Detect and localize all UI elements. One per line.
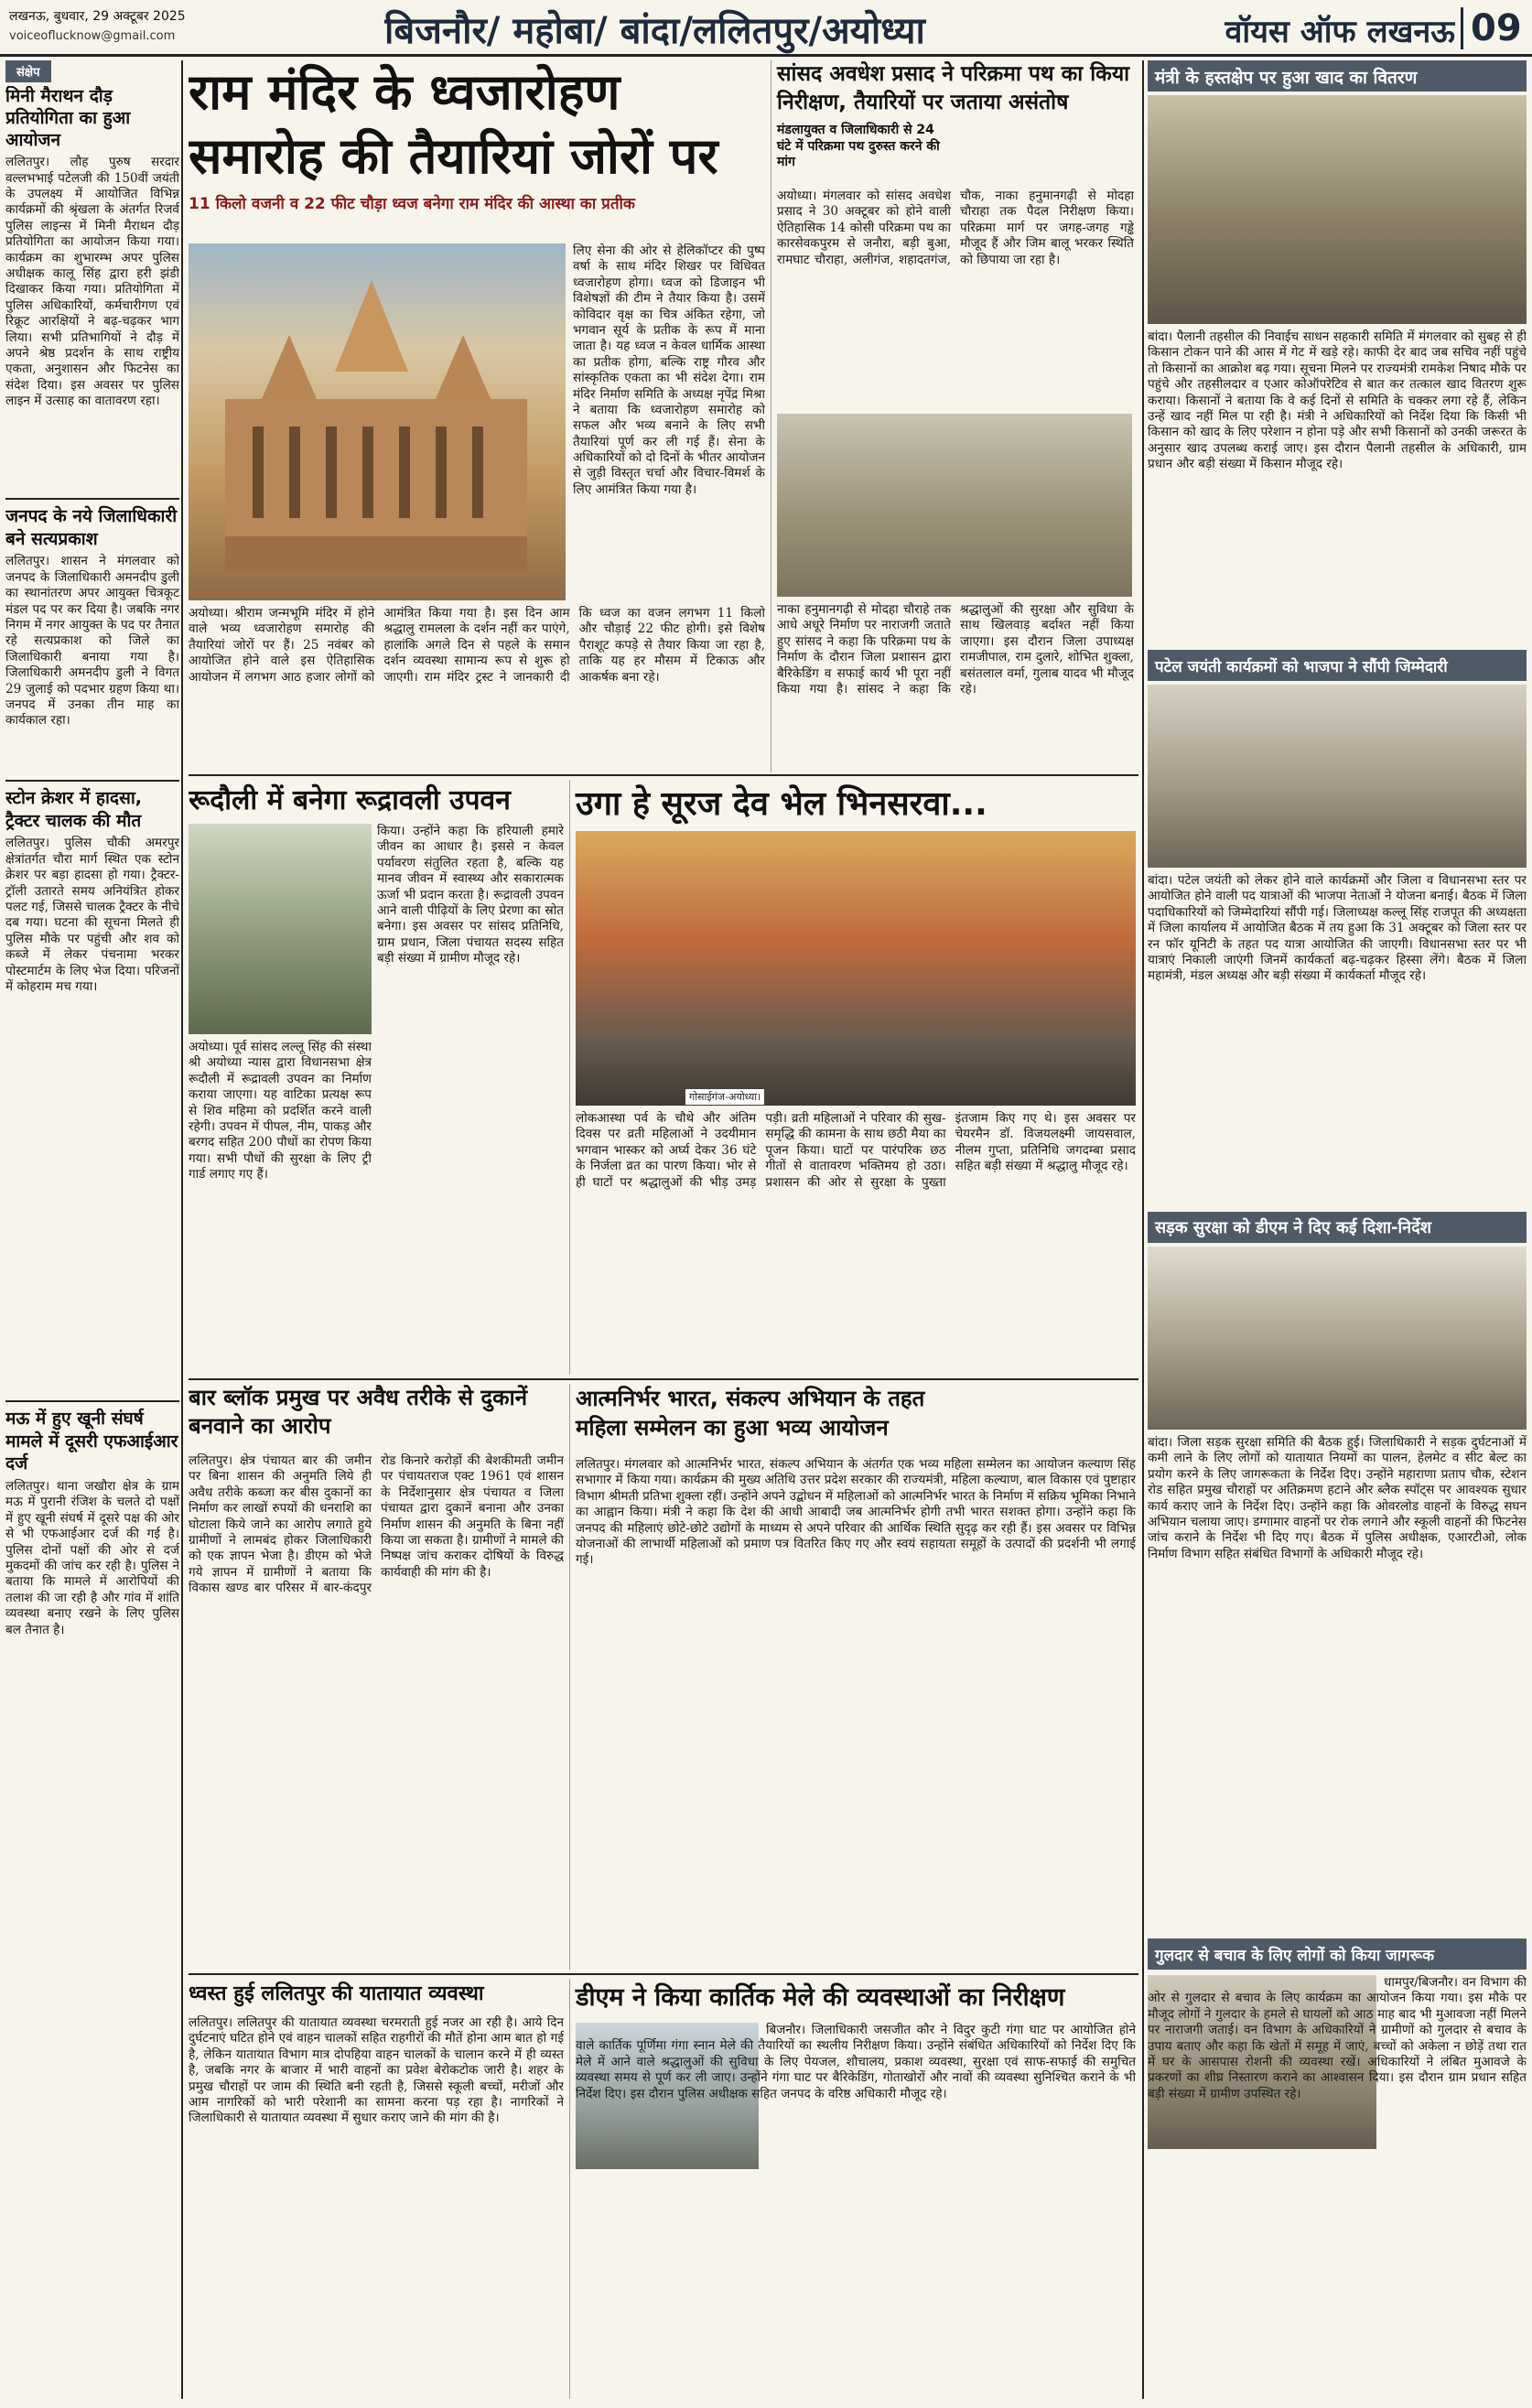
ruddhauli-photo (189, 824, 372, 1034)
ruddhauli-body-right: किया। उन्होंने कहा कि हरियाली हमारे जीवन का आधार है। इससे न केवल पर्यावरण संतुलित रहता है, बल्कि यह मानव जीवन में स्वास्थ्य और सकारात्मक ऊर्जा भी प्रदान करता है। रूद्रावली उपवन आने वाली पीढ़ियों के लिए प्रेरणा का स्रोत बनेगा। इस अवसर पर सांसद प्रतिनिधि, ग्राम प्रधान, जिला पंचायत सदस्य सहित बड़ी संख्या में ग्रामीण मौजूद रहे। (377, 824, 564, 966)
khad-photo (1148, 95, 1527, 324)
sansad-story (771, 60, 1137, 772)
gulder-headline: गुलदार से बचाव के लिए लोगों को किया जागरूक (1155, 1947, 1434, 1965)
lead-headline (189, 60, 765, 189)
lead-body-right: लिए सेना की ओर से हेलिकॉप्टर की पुष्प वर्षा के साथ मंदिर शिखर पर विधिवत ध्वजारोहण होगा। ध्वज को डिजाइन भी विशेषज्ञों की टीम ने तैयार किया है। उसमें कोविदार वृक्ष का चित्र अंकित रहेगा, जो भगवान सूर्य के प्रतीक के रूप में माना जाता है। यह ध्वज न केवल धार्मिक आस्था का प्रतीक होगा, बल्कि राष्ट्र गौरव और सांस्कृतिक एकता का भी संदेश देगा। राम मंदिर निर्माण समिति के अध्यक्ष नृपेंद्र मिश्रा ने बताया कि ध्वजारोहण समारोह को सफल और भव्य बनाने के लिए सभी तैयारियां पूर्ण कर ली गई हैं। सेना के अधिकारियों को दो दिनों के भीतर आयोजन से जुड़ी विस्तृत चर्चा और विचार-विमर्श के लिए आमंत्रित किया गया है। (573, 243, 765, 497)
block-pramukh-story (189, 1384, 564, 1970)
section-rule (189, 774, 1138, 776)
masthead (0, 0, 1532, 57)
sansad-body-top: अयोध्या। मंगलवार को सांसद अवधेश प्रसाद ने 30 अक्टूबर को होने वाली ऐतिहासिक 14 कोसी परिक्रमा पथ का कारसेवकपुरम से जनौरा, बड़ी बुआ, रामघाट चौराहा, अलीगंज, शहादतगंज, चौक, नाका हनुमानगढ़ी से मोदहा चौराहा तक पैदल निरीक्षण किया। परिक्रमा मार्ग पर जगह-जगह गड्ढे मौजूद हैं और जिम बालू भरकर स्थिति को छिपाया जा रहा है। (777, 189, 1134, 267)
patel-headline-bar (1148, 650, 1527, 681)
gulder-story (1148, 1938, 1527, 2399)
brief-title: जनपद के नये जिलाधिकारी बने सत्यप्रकाश (5, 506, 178, 549)
gulder-body: धामपुर/बिजनौर। वन विभाग की ओर से गुलदार से बचाव के लिए कार्यक्रम का आयोजन किया गया। इस मौके पर मौजूद लोगों ने गुलदार के हमले से घायलों को आठ माह बाद भी मुआवजा नहीं मिलने पर नाराजगी जताई। वन विभाग के अधिकारियों ने ग्रामीणों को गुलदार से बचाव के उपाय बताए और कहा कि खेतों में समूह में जाएं, बच्चों को अकेला न छोड़ें तथा रात में घर के आसपास रोशनी की व्यवस्था रखें। अधिकारियों ने लंबित मुआवजे के प्रकरणों का शीघ्र निस्तारण कराने का आश्वासन दिया। इस दौरान ग्राम प्रधान सहित बड़ी संख्या में ग्रामीण उपस्थित रहे। (1148, 1975, 1527, 2101)
lead-headline-line: राम मंदिर के ध्वजारोहण (189, 63, 620, 121)
ruddhauli-story (189, 780, 564, 1375)
sansad-headline (777, 60, 1137, 117)
brief-body: ललितपुर। पुलिस चौकी अमरपुर क्षेत्रांतर्गत चौरा मार्ग स्थित एक स्टोन क्रेशर पर बड़ा हादसा हो गया। ट्रैक्टर-ट्रॉली उतारते समय अनियंत्रित होकर पलट गई, जिससे चालक ट्रैक्टर के नीचे दब गया। घटना की सूचना मिलते ही पुलिस मौके पर पहुंची और शव को कब्जे में लेकर पंचनामा भरकर पोस्टमार्टम के लिए भेज दिया। परिजनों में कोहराम मच गया। (5, 836, 179, 994)
mahila-story (569, 1384, 1138, 1970)
sansad-headline-line: निरीक्षण, तैयारियों पर जताया असंतोष (777, 91, 1069, 115)
chhath-body: लोकआस्था पर्व के चौथे और अंतिम दिवस पर व्रती महिलाओं ने उदयीमान भगवान भास्कर को अर्घ्य देकर 36 घंटे के निर्जला व्रत का पारण किया। भोर से ही घाटों पर श्रद्धालुओं की भीड़ उमड़ पड़ी। व्रती महिलाओं ने परिवार की सुख-समृद्धि की कामना के साथ छठी मैया का पूजन किया। घाटों पर पारंपरिक छठ गीतों से वातावरण भक्तिमय हो उठा। प्रशासन की ओर से सुरक्षा के पुख्ता इंतजाम किए गए थे। इस अवसर पर चेयरमैन डॉ. विजयलक्ष्मी जायसवाल, नीलम गुप्ता, प्रतिनिधि जगदम्बा प्रसाद सहित बड़ी संख्या में श्रद्धालु मौजूद रहे। (576, 1111, 1136, 1190)
block-pramukh-headline: बार ब्लॉक प्रमुख पर अवैध तरीके से दुकानें बनवाने का आरोप (189, 1385, 528, 1440)
sansad-headline-line: सांसद अवधेश प्रसाद ने परिक्रमा पथ का किया (777, 62, 1130, 86)
kartik-body: बिजनौर। जिलाधिकारी जसजीत कौर ने विदुर कुटी गंगा घाट पर आयोजित होने वाले कार्तिक पूर्णिमा गंगा स्नान मेले की तैयारियों का स्थलीय निरीक्षण किया। उन्होंने संबंधित अधिकारियों को निर्देश दिए कि मेले में आने वाले श्रद्धालुओं की सुविधा के लिए पेयजल, शौचालय, प्रकाश व्यवस्था, सुरक्षा एवं साफ-सफाई की समुचित व्यवस्था समय से पूर्ण कर ली जाए। उन्होंने गंगा घाट पर बैरिकेडिंग, गोताखोरों और नावों की व्यवस्था सुनिश्चित कराने के भी निर्देश दिए। इस दौरान पुलिस अधीक्षक सहित जनपद के वरिष्ठ अधिकारी मौजूद रहे। (576, 2023, 1136, 2101)
right-column-divider (1142, 60, 1144, 2399)
kartik-story (569, 1979, 1138, 2399)
mahila-headline (576, 1384, 1138, 1443)
chhath-headline: उगा हे सूरज देव भेल भिनसरवा... (576, 785, 987, 823)
lead-subhead: 11 किलो वजनी व 22 फीट चौड़ा ध्वज बनेगा राम मंदिर की आस्था का प्रतीक (189, 195, 635, 214)
brief-title: मऊ में हुए खूनी संघर्ष मामले में दूसरी एफआईआर दर्ज (5, 1409, 178, 1474)
sidebar-divider (181, 60, 183, 2399)
lead-body-bottom: अयोध्या। श्रीराम जन्मभूमि मंदिर में होने वाले भव्य ध्वजारोहण समारोह की तैयारियां जोरों पर हैं। 25 नवंबर को आयोजित होने वाले इस ऐतिहासिक आयोजन में लगभग आठ हजार लोगों को आमंत्रित किया गया है। इस दिन आम श्रद्धालु रामलला के दर्शन नहीं कर पाएंगे, हालांकि अगले दिन से पहले के समान दर्शन व्यवस्था सामान्य रूप से शुरू हो जाएगी। राम मंदिर ट्रस्ट ने जानकारी दी कि ध्वज का वजन लगभग 11 किलो और चौड़ाई 22 फीट होगी। इसे विशेष पैराशूट कपड़े से तैयार किया जा रहा है, ताकि यह हर मौसम में टिकाऊ और आकर्षक बना रहे। (189, 606, 765, 685)
sadak-photo (1148, 1247, 1527, 1430)
kartik-headline: डीएम ने किया कार्तिक मेले की व्यवस्थाओं का निरीक्षण (576, 1983, 1065, 2012)
ruddhauli-body-left: अयोध्या। पूर्व सांसद लल्लू सिंह की संस्था श्री अयोध्या न्यास द्वारा विधानसभा क्षेत्र रूदौली में रूद्रावली उपवन का निर्माण कराया जाएगा। यह वाटिका प्रत्यक्ष रूप से शिव महिमा को प्रदर्शित करने वाली रहेगी। उपवन में पीपल, नीम, पाकड़ और बरगद सहित 200 पौधों का रोपण किया गया। सभी पौधों की सुरक्षा के लिए ट्री गार्ड लगाए गए हैं। (189, 1040, 372, 1182)
patel-headline: पटेल जयंती कार्यक्रमों को भाजपा ने सौंपी जिम्मेदारी (1155, 658, 1448, 676)
brief-item (5, 505, 179, 782)
traffic-headline: ध्वस्त हुई ललितपुर की यातायात व्यवस्था (189, 1982, 484, 2005)
patel-body: बांदा। पटेल जयंती को लेकर होने वाले कार्यक्रमों और जिला व विधानसभा स्तर पर आयोजित होने वाली पद यात्राओं की भाजपा नेताओं ने योजना बनाई। बैठक में जिला पदाधिकारियों को जिम्मेदारियां सौंपी गई। जिलाध्यक्ष कल्लू सिंह राजपूत की अध्यक्षता में जिला कार्यालय में आयोजित बैठक में तय हुआ कि 31 अक्टूबर को जिला स्तर पर रन फॉर यूनिटी के तहत पद यात्रा आयोजित की जाएगी। विधानसभा स्तर पर भी यात्राएं निकाली जाएंगी जिनमें कार्यकर्ता बढ़-चढ़कर हिस्सा लेंगे। बैठक में जिला महामंत्री, मंडल अध्यक्ष और बड़ी संख्या में कार्यकर्ता मौजूद रहे। (1148, 873, 1527, 984)
section-rule (189, 1973, 1138, 1975)
sadak-story (1148, 1212, 1527, 1935)
sadak-headline: सड़क सुरक्षा को डीएम ने दिए कई दिशा-निर्देश (1155, 1218, 1431, 1237)
brief-item (5, 86, 179, 500)
contact-email: voiceoflucknow@gmail.com (9, 29, 176, 43)
paper-name: वॉयस ऑफ लखनऊ (1225, 14, 1455, 50)
khad-headline: मंत्री के हस्तक्षेप पर हुआ खाद का वितरण (1155, 68, 1418, 88)
patel-story (1148, 650, 1527, 1208)
gulder-headline-bar (1148, 1938, 1527, 1970)
chhath-photo (576, 831, 1136, 1106)
sansad-bullet: मंडलायुक्त व जिलाधिकारी से 24 घंटे में परिक्रमा पथ दुरुस्त करने की मांग (777, 123, 940, 170)
dateline: लखनऊ, बुधवार, 29 अक्टूबर 2025 (9, 9, 186, 24)
chhath-story (569, 780, 1138, 1375)
temple-illustration (189, 243, 566, 600)
brief-body: ललितपुर। थाना जखौरा क्षेत्र के ग्राम मऊ में पुरानी रंजिश के चलते दो पक्षों में हुए खूनी संघर्ष में दूसरे पक्ष की ओर से भी एफआईआर दर्ज की गई है। पुलिस दोनों पक्षों की ओर से दर्ज मुकदमों की जांच कर रही है। पुलिस ने बताया कि मामले में आरोपियों की तलाश की जा रही है और गांव में शांति व्यवस्था बनाए रखने के लिए पुलिस बल तैनात है। (5, 1479, 179, 1637)
brief-title: मिनी मैराथन दौड़ प्रतियोगिता का हुआ आयोजन (5, 86, 131, 150)
brief-item (5, 1408, 179, 2323)
sansad-body-bottom: नाका हनुमानगढ़ी से मोदहा चौराहे तक आधे अधूरे निर्माण पर नाराजगी जताते हुए सांसद ने कहा कि परिक्रमा पथ के निर्माण के दौरान जिला प्रशासन द्वारा बैरिकेडिंग व सफाई कार्य भी पूरा नहीं किया गया है। सांसद ने कहा कि श्रद्धालुओं की सुरक्षा और सुविधा के साथ खिलवाड़ बर्दाश्त नहीं किया जाएगा। इस दौरान जिला उपाध्यक्ष रामजीपाल, राम दुलारे, शोभित शुक्ला, बसंतलाल वर्मा, गुलाब यादव भी मौजूद रहे। (777, 602, 1134, 696)
traffic-body: ललितपुर। ललितपुर की यातायात व्यवस्था चरमराती हुई नजर आ रही है। आये दिन दुर्घटनाएं घटित होने एवं वाहन चालकों सहित राहगीरों की मौतें होना आम बात हो गई है, लेकिन यातायात विभाग मात्र दोपहिया वाहन चालकों के चालान करने में ही व्यस्त है, जबकि नगर के बाजार में भारी वाहनों का प्रवेश बेरोकटोक जारी है। शहर के प्रमुख चौराहों पर जाम की स्थिति बनी रहती है, जिससे स्कूली बच्चों, मरीजों और आम नागरिकों को भारी परेशानी का सामना करना पड़ रहा है। नागरिकों ने जिलाधिकारी से यातायात व्यवस्था में सुधार कराए जाने की मांग की है। (189, 2015, 564, 2126)
brief-title: स्टोन क्रेशर में हादसा, ट्रैक्टर चालक की मौत (5, 788, 143, 831)
traffic-story (189, 1979, 564, 2399)
chhath-photo-caption: गोसाईगंज-अयोध्या। (685, 1089, 764, 1105)
mahila-headline-line: आत्मनिर्भर भारत, संकल्प अभियान के तहत (576, 1386, 925, 1411)
patel-photo (1148, 685, 1527, 868)
mahila-headline-line: महिला सम्मेलन का हुआ भव्य आयोजन (576, 1415, 889, 1442)
section-rule (189, 1378, 1138, 1380)
ruddhauli-headline: रूदौली में बनेगा रूद्रावली उपवन (189, 784, 511, 816)
sadak-headline-bar (1148, 1212, 1527, 1243)
sadak-body: बांदा। जिला सड़क सुरक्षा समिति की बैठक हुई। जिलाधिकारी ने सड़क दुर्घटनाओं में कमी लाने के लिए लोगों को यातायात नियमों का पालन, हेलमेट व सीट बेल्ट का प्रयोग करने के लिए जागरूकता के निर्देश दिए। उन्होंने महाराणा प्रताप चौक, स्टेशन रोड सहित प्रमुख चौराहों पर अतिक्रमण हटाने और ब्लैक स्पॉट्स पर आवश्यक सुधार कार्य कराए जाने के निर्देश दिए। उन्होंने कहा कि ओवरलोड वाहनों के विरुद्ध सघन अभियान चलाया जाए। डग्गामार वाहनों पर रोक लगाने और स्कूली वाहनों की फिटनेस जांच कराने के निर्देश भी दिए गए। बैठक में पुलिस अधीक्षक, एआरटीओ, लोक निर्माण विभाग सहित संबंधित विभागों के अधिकारी मौजूद रहे। (1148, 1435, 1527, 1561)
brief-label: संक्षेप (5, 60, 51, 82)
ram-mandir-photo (189, 243, 566, 600)
brief-body: ललितपुर। लौह पुरुष सरदार वल्लभभाई पटेलजी की 150वीं जयंती के उपलक्ष्य में आयोजित विभिन्न कार्यक्रमों की श्रृंखला के अंतर्गत रिजर्व पुलिस लाइन्स में मिनी मैराथन दौड़ प्रतियोगिता का आयोजन किया गया। कार्यक्रम का शुभारम्भ अपर पुलिस अधीक्षक कालू सिंह द्वारा हरी झंडी दिखाकर किया गया। प्रतियोगिता में पुलिस अधिकारियों, कर्मचारीगण एवं रिक्रूट आरक्षियों ने बढ़-चढ़कर भाग लिया। सभी प्रतिभागियों ने दौड़ में अपने श्रेष्ठ प्रदर्शन के साथ राष्ट्रीय एकता, अनुशासन और फिटनेस का संदेश दिया। इस अवसर पर पुलिस लाइन में उत्साह का वातावरण रहा। (5, 155, 179, 409)
brief-item (5, 787, 179, 1402)
page-number: 09 (1461, 7, 1525, 49)
khad-headline-bar (1148, 60, 1527, 92)
brief-sidebar (5, 60, 179, 2399)
edition-cities: बिजनौर/ महोबा/ बांदा/ललितपुर/अयोध्या (384, 10, 925, 52)
lead-headline-line: समारोह की तैयारियां जोरों पर (189, 127, 718, 186)
mahila-body: ललितपुर। मंगलवार को आत्मनिर्भर भारत, संकल्प अभियान के अंतर्गत एक भव्य महिला सम्मेलन का आयोजन कल्याण सिंह सभागार में किया गया। कार्यक्रम की मुख्य अतिथि उत्तर प्रदेश सरकार की राज्यमंत्री, महिला कल्याण, बाल विकास एवं पुष्टाहार विभाग श्रीमती प्रतिभा शुक्ला रहीं। उन्होंने अपने उद्बोधन में महिलाओं को आत्मनिर्भर भारत के निर्माण में सक्रिय भूमिका निभाने का आह्वान किया। मंत्री ने कहा कि देश की आधी आबादी जब आत्मनिर्भर होगी तभी भारत सशक्त होगा। उन्होंने कहा कि जनपद की महिलाएं छोटे-छोटे उद्योगों के माध्यम से अपने परिवार की आर्थिक स्थिति सुदृढ़ कर रही हैं। इस अवसर पर विभिन्न योजनाओं की लाभार्थी महिलाओं को प्रमाण पत्र वितरित किए गए और स्वयं सहायता समूहों के उत्पादों की प्रदर्शनी भी लगाई गई। (576, 1457, 1136, 1568)
block-pramukh-body: ललितपुर। क्षेत्र पंचायत बार की जमीन पर बिना शासन की अनुमति लिये ही अवैध तरीके कब्जा कर बीस दुकानों का निर्माण कर लाखों रुपयों की धनराशि का घोटाला किये जाने का आरोप लगाते हुये ग्रामीणों ने लामबंद होकर जिलाधिकारी को एक ज्ञापन भेजा है। डीएम को भेजे गये ज्ञापन में ग्रामीणों ने बताया कि विकास खण्ड बार परिसर में बार-कंदपुर रोड किनारे करोड़ों की बेशकीमती जमीन पर पंचायतराज एक्ट 1961 एवं शासन के निर्देशानुसार क्षेत्र पंचायत व जिला पंचायत द्वारा दुकानें बनाना और उनका निर्माण शासन की अनुमति के बिना नहीं किया जा सकता है। ग्रामीणों ने मामले की निष्पक्ष जांच कराकर दोषियों के विरुद्ध कार्यवाही की मांग की है। (189, 1453, 564, 1596)
khad-body: बांदा। पैलानी तहसील की निवाईच साधन सहकारी समिति में मंगलवार को सुबह से ही किसान टोकन पाने की आस में गेट में खड़े रहे। काफी देर बाद जब सचिव नहीं पहुंचे तो किसानों का आक्रोश बढ़ गया। सूचना मिलने पर राज्यमंत्री रामकेश निषाद मौके पर पहुंचे और तहसीलदार व एआर कोऑपरेटिव से बात कर तत्काल खाद वितरण शुरू कराया। किसानों ने बताया कि वे कई दिनों से समिति के चक्कर लगा रहे हैं, लेकिन उन्हें खाद नहीं मिल पा रही है। मंत्री ने अधिकारियों को निर्देश दिया कि किसी भी किसान को खाद के लिए परेशान न होना पड़े और सभी किसानों को उनकी जरूरत के अनुसार खाद उपलब्ध कराई जाए। इस दौरान पैलानी तहसील के अधिकारी, ग्राम प्रधान और बड़ी संख्या में किसान मौजूद रहे। (1148, 329, 1527, 472)
sansad-photo (777, 414, 1132, 597)
khad-story (1148, 60, 1527, 646)
lead-story (189, 60, 765, 772)
brief-body: ललितपुर। शासन ने मंगलवार को जनपद के जिलाधिकारी अमनदीप डुली का स्थानांतरण अपर आयुक्त चित्रकूट मंडल पद पर कर दिया है। जबकि नगर निगम में नगर आयुक्त के पद पर तैनात रहे सत्यप्रकाश को जिले का जिलाधिकारी बनाया गया है। जिलाधिकारी अमनदीप डुली ने विगत 29 जुलाई को पदभार ग्रहण किया था। जनपद में उनका तीन माह का कार्यकाल रहा। (5, 554, 179, 729)
